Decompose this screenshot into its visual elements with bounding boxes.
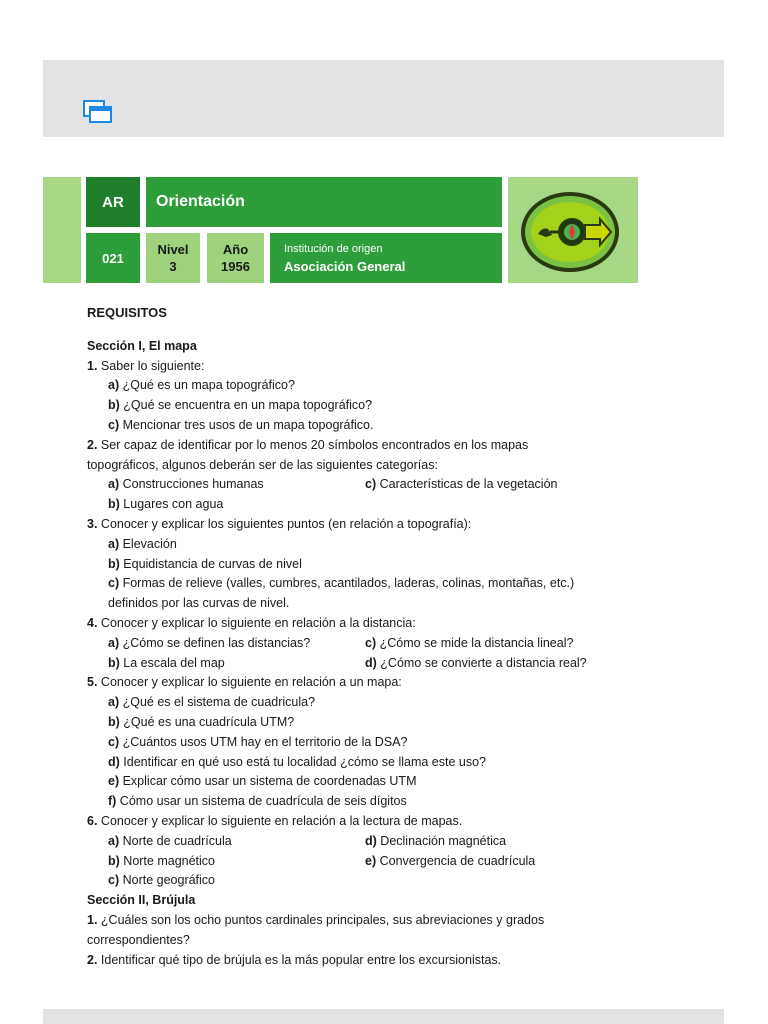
institution-label: Institución de origen: [284, 243, 383, 255]
list-item: b) ¿Qué es una cuadrícula UTM?: [108, 714, 295, 729]
compass-badge-icon: [508, 177, 638, 283]
list-item-row: b) Norte magnético e) Convergencia de cuadrícula: [108, 853, 536, 868]
institution-box: [270, 233, 502, 283]
level-label: Nivel: [157, 242, 189, 257]
level-box: [146, 233, 200, 283]
list-item: c) Mencionar tres usos de un mapa topográfico.: [108, 417, 374, 432]
list-item: e) Explicar cómo usar un sistema de coordenadas UTM: [108, 774, 417, 789]
year-box: [207, 233, 264, 283]
year-label: Año: [222, 242, 249, 257]
requirements-body: [87, 303, 647, 970]
specialty-number: 021: [86, 233, 140, 283]
list-item: b) Equidistancia de curvas de nivel: [108, 556, 302, 571]
page-title: Orientación: [146, 177, 502, 227]
list-item: 2. Identificar qué tipo de brújula es la más popular entre los excursionistas.: [87, 952, 502, 967]
list-item: 4. Conocer y explicar lo siguiente en relación a la distancia:: [87, 615, 416, 630]
list-item-continuation: correspondientes?: [87, 932, 190, 947]
list-item-row: a) Construcciones humanas c) Características de la vegetación: [108, 477, 558, 492]
list-item: d) Identificar en qué uso está tu localidad ¿cómo se llama este uso?: [108, 754, 486, 769]
list-item: c) ¿Cuántos usos UTM hay en el territorio de la DSA?: [108, 734, 408, 749]
section-title: Sección I, El mapa: [87, 338, 197, 353]
header-side-stripe: [43, 177, 81, 283]
list-item: a) ¿Qué es el sistema de cuadricula?: [108, 695, 316, 710]
viewer-bottom-bar: [43, 1009, 724, 1024]
list-item: 6. Conocer y explicar lo siguiente en relación a la lectura de mapas.: [87, 813, 463, 828]
level-value: 3: [169, 259, 177, 274]
list-item: b) ¿Qué se encuentra en un mapa topográfico?: [108, 398, 373, 413]
window-icon[interactable]: [83, 100, 113, 124]
list-item: c) Norte geográfico: [108, 873, 216, 888]
list-item: a) ¿Qué es un mapa topográfico?: [108, 378, 295, 393]
list-item: 1. Saber lo siguiente:: [87, 358, 205, 373]
list-item: a) Elevación: [108, 536, 177, 551]
list-item: 5. Conocer y explicar lo siguiente en relación a un mapa:: [87, 675, 402, 690]
list-item: 1. ¿Cuáles son los ocho puntos cardinales principales, sus abreviaciones y grados: [87, 912, 545, 927]
institution-value: Asociación General: [284, 259, 406, 274]
list-item: 2. Ser capaz de identificar por lo menos 20 símbolos encontrados en los mapas: [87, 437, 529, 452]
category-code: AR: [86, 177, 140, 227]
list-item-row: a) ¿Cómo se definen las distancias? c) ¿Cómo se mide la distancia lineal?: [108, 635, 574, 650]
list-item: f) Cómo usar un sistema de cuadrícula de seis dígitos: [108, 794, 407, 809]
list-item: c) Formas de relieve (valles, cumbres, acantilados, laderas, colinas, montañas, etc.): [108, 576, 575, 591]
badge-panel: [508, 177, 638, 283]
viewer-toolbar: [43, 60, 724, 137]
list-item-continuation: topográficos, algunos deberán ser de las siguientes categorías:: [87, 457, 438, 472]
list-item: 3. Conocer y explicar los siguientes puntos (en relación a topografía):: [87, 516, 472, 531]
list-item-row: a) Norte de cuadrícula d) Declinación magnética: [108, 833, 507, 848]
year-value: 1956: [221, 259, 250, 274]
requirements-heading: REQUISITOS: [87, 305, 167, 320]
list-item: b) Lugares con agua: [108, 497, 224, 512]
section-title: Sección II, Brújula: [87, 893, 196, 908]
list-item-row: b) La escala del map d) ¿Cómo se convierte a distancia real?: [108, 655, 587, 670]
list-item-continuation: definidos por las curvas de nivel.: [108, 596, 290, 611]
